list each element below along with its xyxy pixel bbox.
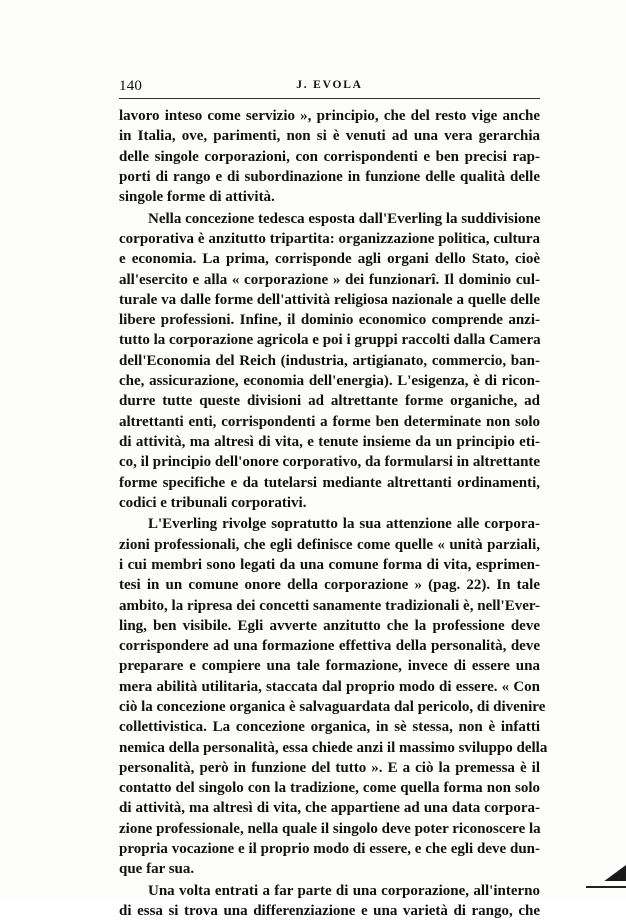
text-line: propria vocazione e il proprio modo di essere, e che egli deve dun- [119, 841, 540, 858]
text-line: zione professionale, nella quale il singolo deve poter riconoscere la [119, 820, 541, 837]
text-line: que far sua. [119, 861, 195, 878]
text-line: tesi in un comune onore della corporazione » (pag. 22). In tale [119, 577, 540, 594]
text-line: che, assicurazione, economia dell'energia). L'esigenza, è di ricon- [119, 373, 540, 390]
text-line: delle singole corporazioni, con corrispondenti e ben precisi rap- [119, 148, 540, 165]
text-line: altrettanti enti, corrispondenti a forme ben determinate non solo [119, 413, 540, 430]
text-line: contatto del singolo con la tradizione, come quella forma non solo [119, 780, 540, 797]
text-line: zioni professionali, che egli definisce come quelle « unità parziali, [119, 536, 540, 553]
text-line: co, il principio dell'onore corporativo, da formularsi in altrettante [119, 454, 541, 471]
text-line: porti di rango e di subordinazione in funzione delle qualità delle [119, 168, 540, 185]
page-header [119, 78, 540, 98]
text-line: e economia. La prima, corrisponde agli organi dello Stato, cioè [119, 251, 540, 268]
text-line: collettivistica. La concezione organica, in sè stessa, non è infatti [119, 719, 540, 736]
text-line: ciò la concezione organica è salvaguardata dal pericolo, di divenire [119, 698, 546, 715]
text-line: ling, ben visibile. Egli avverte anzitutto che la professione deve [119, 617, 540, 634]
text-line: dell'Economia del Reich (industria, artigianato, commercio, ban- [119, 352, 540, 369]
text-line: corporativa è anzitutto tripartita: organizzazione politica, cultura [119, 230, 540, 247]
text-line: codici e tribunali corporativi. [119, 494, 307, 511]
text-line: preparare e compiere una tale formazione, invece di essere una [119, 658, 540, 675]
text-line: lavoro inteso come servizio », principio, che del resto vige anche [119, 108, 540, 124]
text-line: Una volta entrati a far parte di una corporazione, all'interno [148, 882, 540, 899]
scan-artifact-line [586, 886, 626, 888]
text-line: di essa si trova una differenziazione e una varietà di rango, che [119, 903, 540, 920]
text-line: ambito, la ripresa dei concetti sanamente tradizionali è, nell'Ever- [119, 597, 540, 614]
running-head: J. EVOLA [296, 79, 363, 91]
text-line: L'Everling rivolge sopratutto la sua attenzione alle corpora- [148, 516, 540, 533]
text-line: corrispondere ad una formazione effettiva della personalità, deve [119, 638, 540, 655]
header-rule [119, 98, 540, 99]
body-text [119, 106, 548, 921]
page-number: 140 [119, 78, 143, 94]
text-line: mera abilità utilitaria, staccata dal proprio modo di essere. « Con [119, 678, 540, 695]
text-line: singole forme di attività. [119, 189, 275, 206]
text-line: nemica della personalità, essa chiede anzi il massimo sviluppo della [119, 739, 548, 756]
text-line: durre tutte queste divisioni ad altrettante forme organiche, ad [119, 393, 540, 410]
text-line: di attività, ma altresì di vita, che appartiene ad una data corpora- [119, 800, 540, 817]
scan-artifact [595, 865, 626, 881]
text-line: all'esercito e alla « corporazione » dei funzionarî. Il dominio cul- [119, 271, 540, 288]
text-line: i cui membri sono legati da una comune forma di vita, esprimen- [119, 556, 540, 573]
text-line: in Italia, ove, parimenti, non si è venuti ad una vera gerarchia [119, 128, 540, 145]
text-line: libere professioni. Infine, il dominio economico comprende anzi- [119, 312, 540, 329]
text-line: turale va dalle forme dell'attività religiosa nazionale a quelle delle [119, 291, 540, 308]
text-line: di attività, ma altresì di vita, e tenute insieme da un principio eti- [119, 433, 540, 450]
text-line: personalità, però in funzione del tutto ». E a ciò la premessa è il [119, 759, 540, 776]
text-line: forme specifiche e da tutelarsi mediante altrettanti ordinamenti, [119, 474, 540, 491]
text-line: Nella concezione tedesca esposta dall'Everling la suddivisione [148, 210, 541, 227]
text-line: tutto la corporazione agricola e poi i gruppi raccolti dalla Camera [119, 332, 541, 349]
